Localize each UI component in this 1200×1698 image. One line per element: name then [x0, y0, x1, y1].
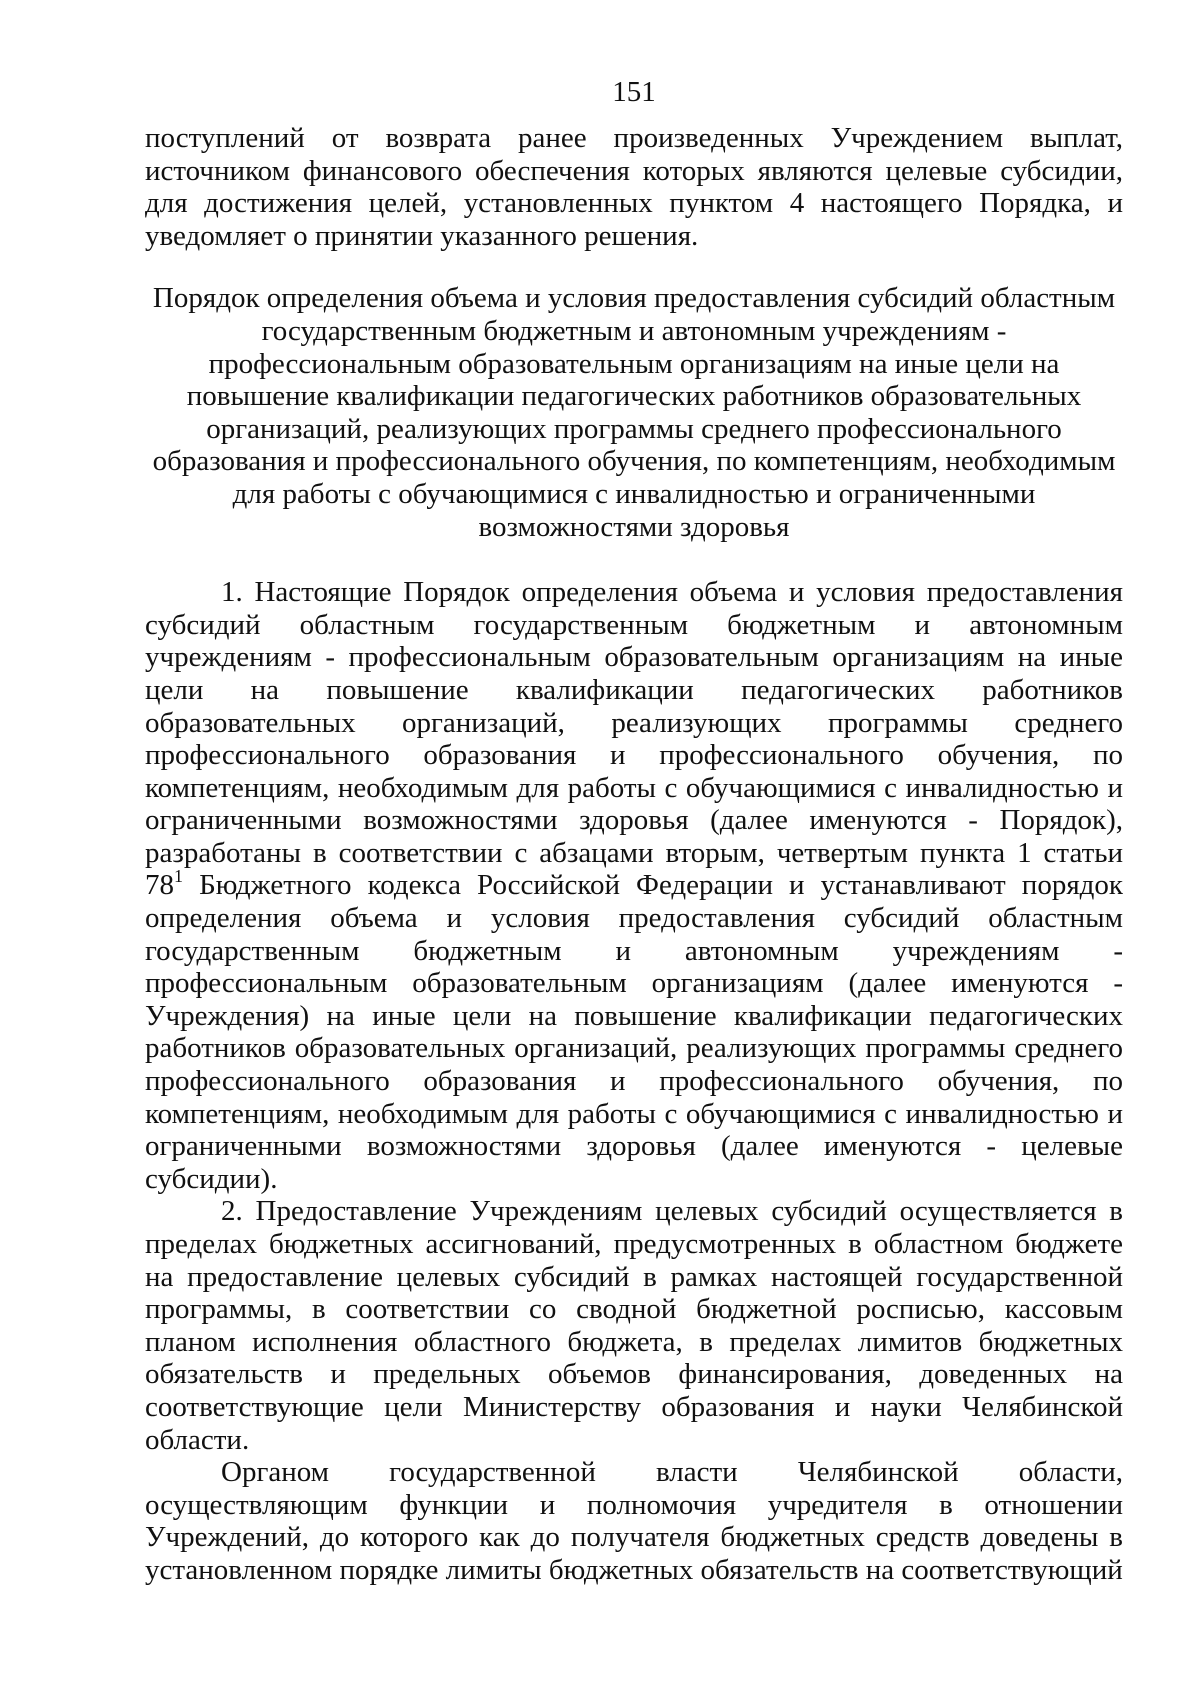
paragraph-2: 2. Предоставление Учреждениям целевых субсидий осуществляется в пределах бюджетных ассигнований, предусмотренных в областном бюджете на предоставление целевых субсидий в рамках настоящей государственной программы, в соответствии со сводной бюджетной росписью, кассовым планом исполнения областного бюджета, в пределах лимитов бюджетных обязательств и предельных объемов финансирования, доведенных на соответствующие цели Министерству образования и науки Челябинской области. [145, 1195, 1123, 1456]
heading-line: организаций, реализующих программы среднего профессионального [206, 412, 1062, 445]
paragraph-1-text-b: Бюджетного кодекса Российской Федерации и устанавливают порядок определения объема и условия предоставления субсидий областным государственным бюджетным и автономным учреждениям - профессиональным образовательным организациям (далее именуются - Учреждения) на иные цели на повышение квалификации педагогических работников образовательных организаций, реализующих программы среднего профессионального образования и профессионального обучения, по компетенциям, необходимым для работы с обучающимися с инвалидностью и ограниченными возможностями здоровья (далее именуются - целевые субсидии). [145, 869, 1123, 1195]
heading-line: профессиональным образовательным организациям на иные цели на [208, 347, 1060, 380]
heading-line: повышение квалификации педагогических работников образовательных [186, 380, 1082, 413]
heading-line: образования и профессионального обучения, по компетенциям, необходимым [152, 445, 1116, 478]
page-number: 151 [612, 76, 656, 108]
document-page [145, 76, 1123, 1587]
article-superscript: 1 [174, 866, 183, 887]
paragraph-1-text-a: 1. Настоящие Порядок определения объема и условия предоставления субсидий областным государственным бюджетным и автономным учреждениям - профессиональным образовательным организациям на иные цели на повышение квалификации педагогических работников образовательных организаций, реализующих программы среднего профессионального образования и профессионального обучения, по компетенциям, необходимым для работы с обучающимися с инвалидностью и ограниченными возможностями здоровья (далее именуются - Порядок), разработаны в соответствии с абзацами вторым, четвертым пункта 1 статьи 78 [145, 576, 1123, 902]
section-heading [145, 282, 1123, 543]
heading-line: Порядок определения объема и условия предоставления субсидий областным [152, 282, 1116, 315]
continuation-paragraph: поступлений от возврата ранее произведенных Учреждением выплат, источником финансового обеспечения которых являются целевые субсидии, для достижения целей, установленных пунктом 4 настоящего Порядка, и уведомляет о принятии указанного решения. [145, 122, 1123, 252]
heading-line: для работы с обучающимися с инвалидностью и ограниченными [232, 477, 1036, 510]
paragraph-3: Органом государственной власти Челябинской области, осуществляющим функции и полномочия учредителя в отношении Учреждений, до которого как до получателя бюджетных средств доведены в установленном порядке лимиты бюджетных обязательств на соответствующий [145, 1456, 1123, 1586]
paragraph-1 [145, 576, 1123, 1195]
heading-line: возможностями здоровья [478, 510, 790, 543]
heading-line: государственным бюджетным и автономным учреждениям - [261, 314, 1007, 347]
